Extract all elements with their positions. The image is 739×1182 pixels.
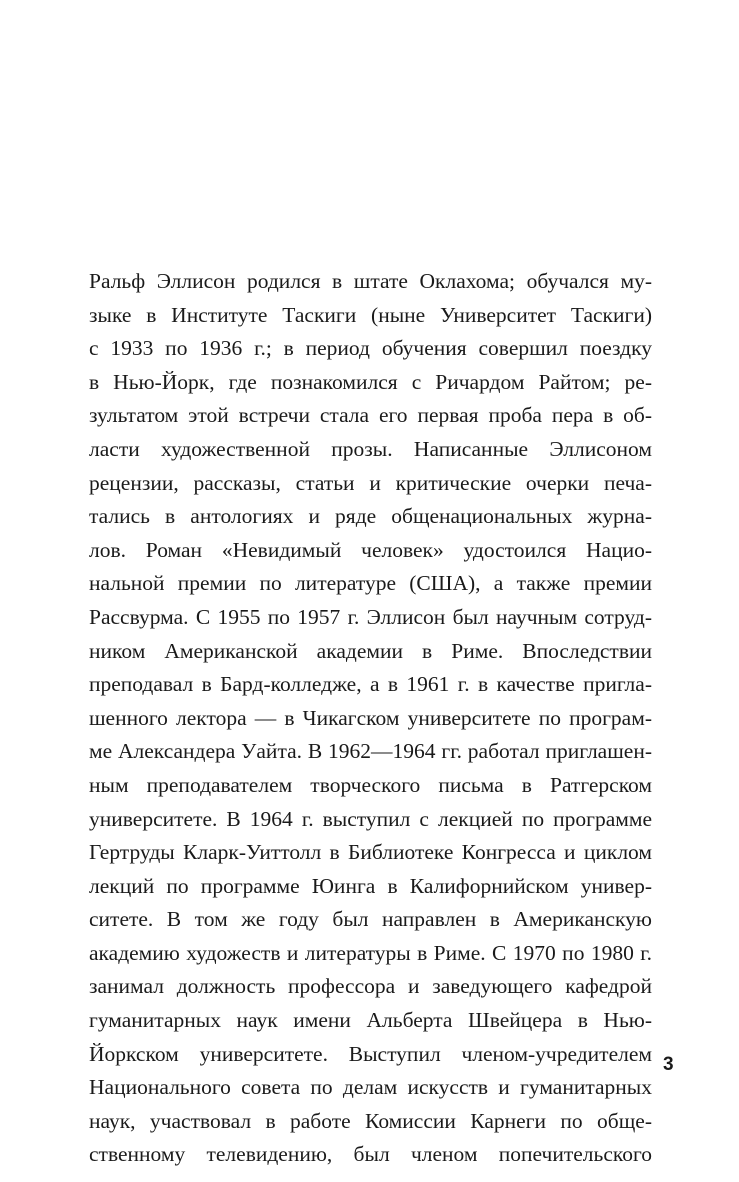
text-line: зультатом этой встречи стала его первая проба пера в об- — [89, 403, 652, 428]
text-line: Гертруды Кларк-Уиттолл в Библиотеке Конгресса и циклом — [89, 840, 652, 865]
text-line: в Нью-Йорк, где познакомился с Ричардом Райтом; ре- — [89, 369, 652, 394]
text-line: Национального совета по делам искусств и гуманитарных — [89, 1075, 652, 1100]
text-line: университете. В 1964 г. выступил с лекцией по программе — [89, 806, 652, 831]
text-line: Йоркском университете. Выступил членом-учредителем — [89, 1041, 652, 1066]
text-line: гуманитарных наук имени Альберта Швейцера в Нью- — [89, 1008, 652, 1033]
text-line: ственному телевидению, был членом попечительского — [89, 1142, 652, 1167]
text-line: ником Американской академии в Риме. Впоследствии — [89, 638, 652, 663]
text-line: Ральф Эллисон родился в штате Оклахома; обучался му- — [89, 269, 652, 293]
body-paragraph — [89, 265, 652, 1172]
text-line: ным преподавателем творческого письма в Ратгерском — [89, 772, 652, 797]
text-line: преподавал в Бард-колледже, а в 1961 г. в качестве пригла- — [89, 672, 652, 697]
text-line: академию художеств и литературы в Риме. С 1970 по 1980 г. — [89, 940, 652, 965]
text-line: ласти художественной прозы. Написанные Эллисоном — [89, 436, 652, 461]
text-line: лекций по программе Юинга в Калифорнийском универ- — [89, 873, 652, 898]
text-line: с 1933 по 1936 г.; в период обучения совершил поездку — [89, 336, 652, 361]
text-line: зыке в Институте Таскиги (ныне Университет Таскиги) — [89, 302, 652, 327]
text-line: рецензии, рассказы, статьи и критические очерки печа- — [89, 470, 652, 495]
text-line: шенного лектора — в Чикагском университете по програм- — [89, 705, 652, 730]
text-line: наук, участвовал в работе Комиссии Карнеги по обще- — [89, 1108, 652, 1133]
text-line: Рассвурма. С 1955 по 1957 г. Эллисон был научным сотруд- — [89, 604, 652, 629]
text-line: тались в антологиях и ряде общенациональных журна- — [89, 504, 652, 529]
page-number: 3 — [663, 1054, 674, 1075]
text-line: лов. Роман «Невидимый человек» удостоился Нацио- — [89, 537, 652, 562]
text-line: ситете. В том же году был направлен в Американскую — [89, 907, 652, 932]
text-line: нальной премии по литературе (США), а также премии — [89, 571, 652, 596]
text-line: занимал должность профессора и заведующего кафедрой — [89, 974, 652, 999]
text-line: ме Александера Уайта. В 1962—1964 гг. работал приглашен- — [89, 739, 652, 764]
